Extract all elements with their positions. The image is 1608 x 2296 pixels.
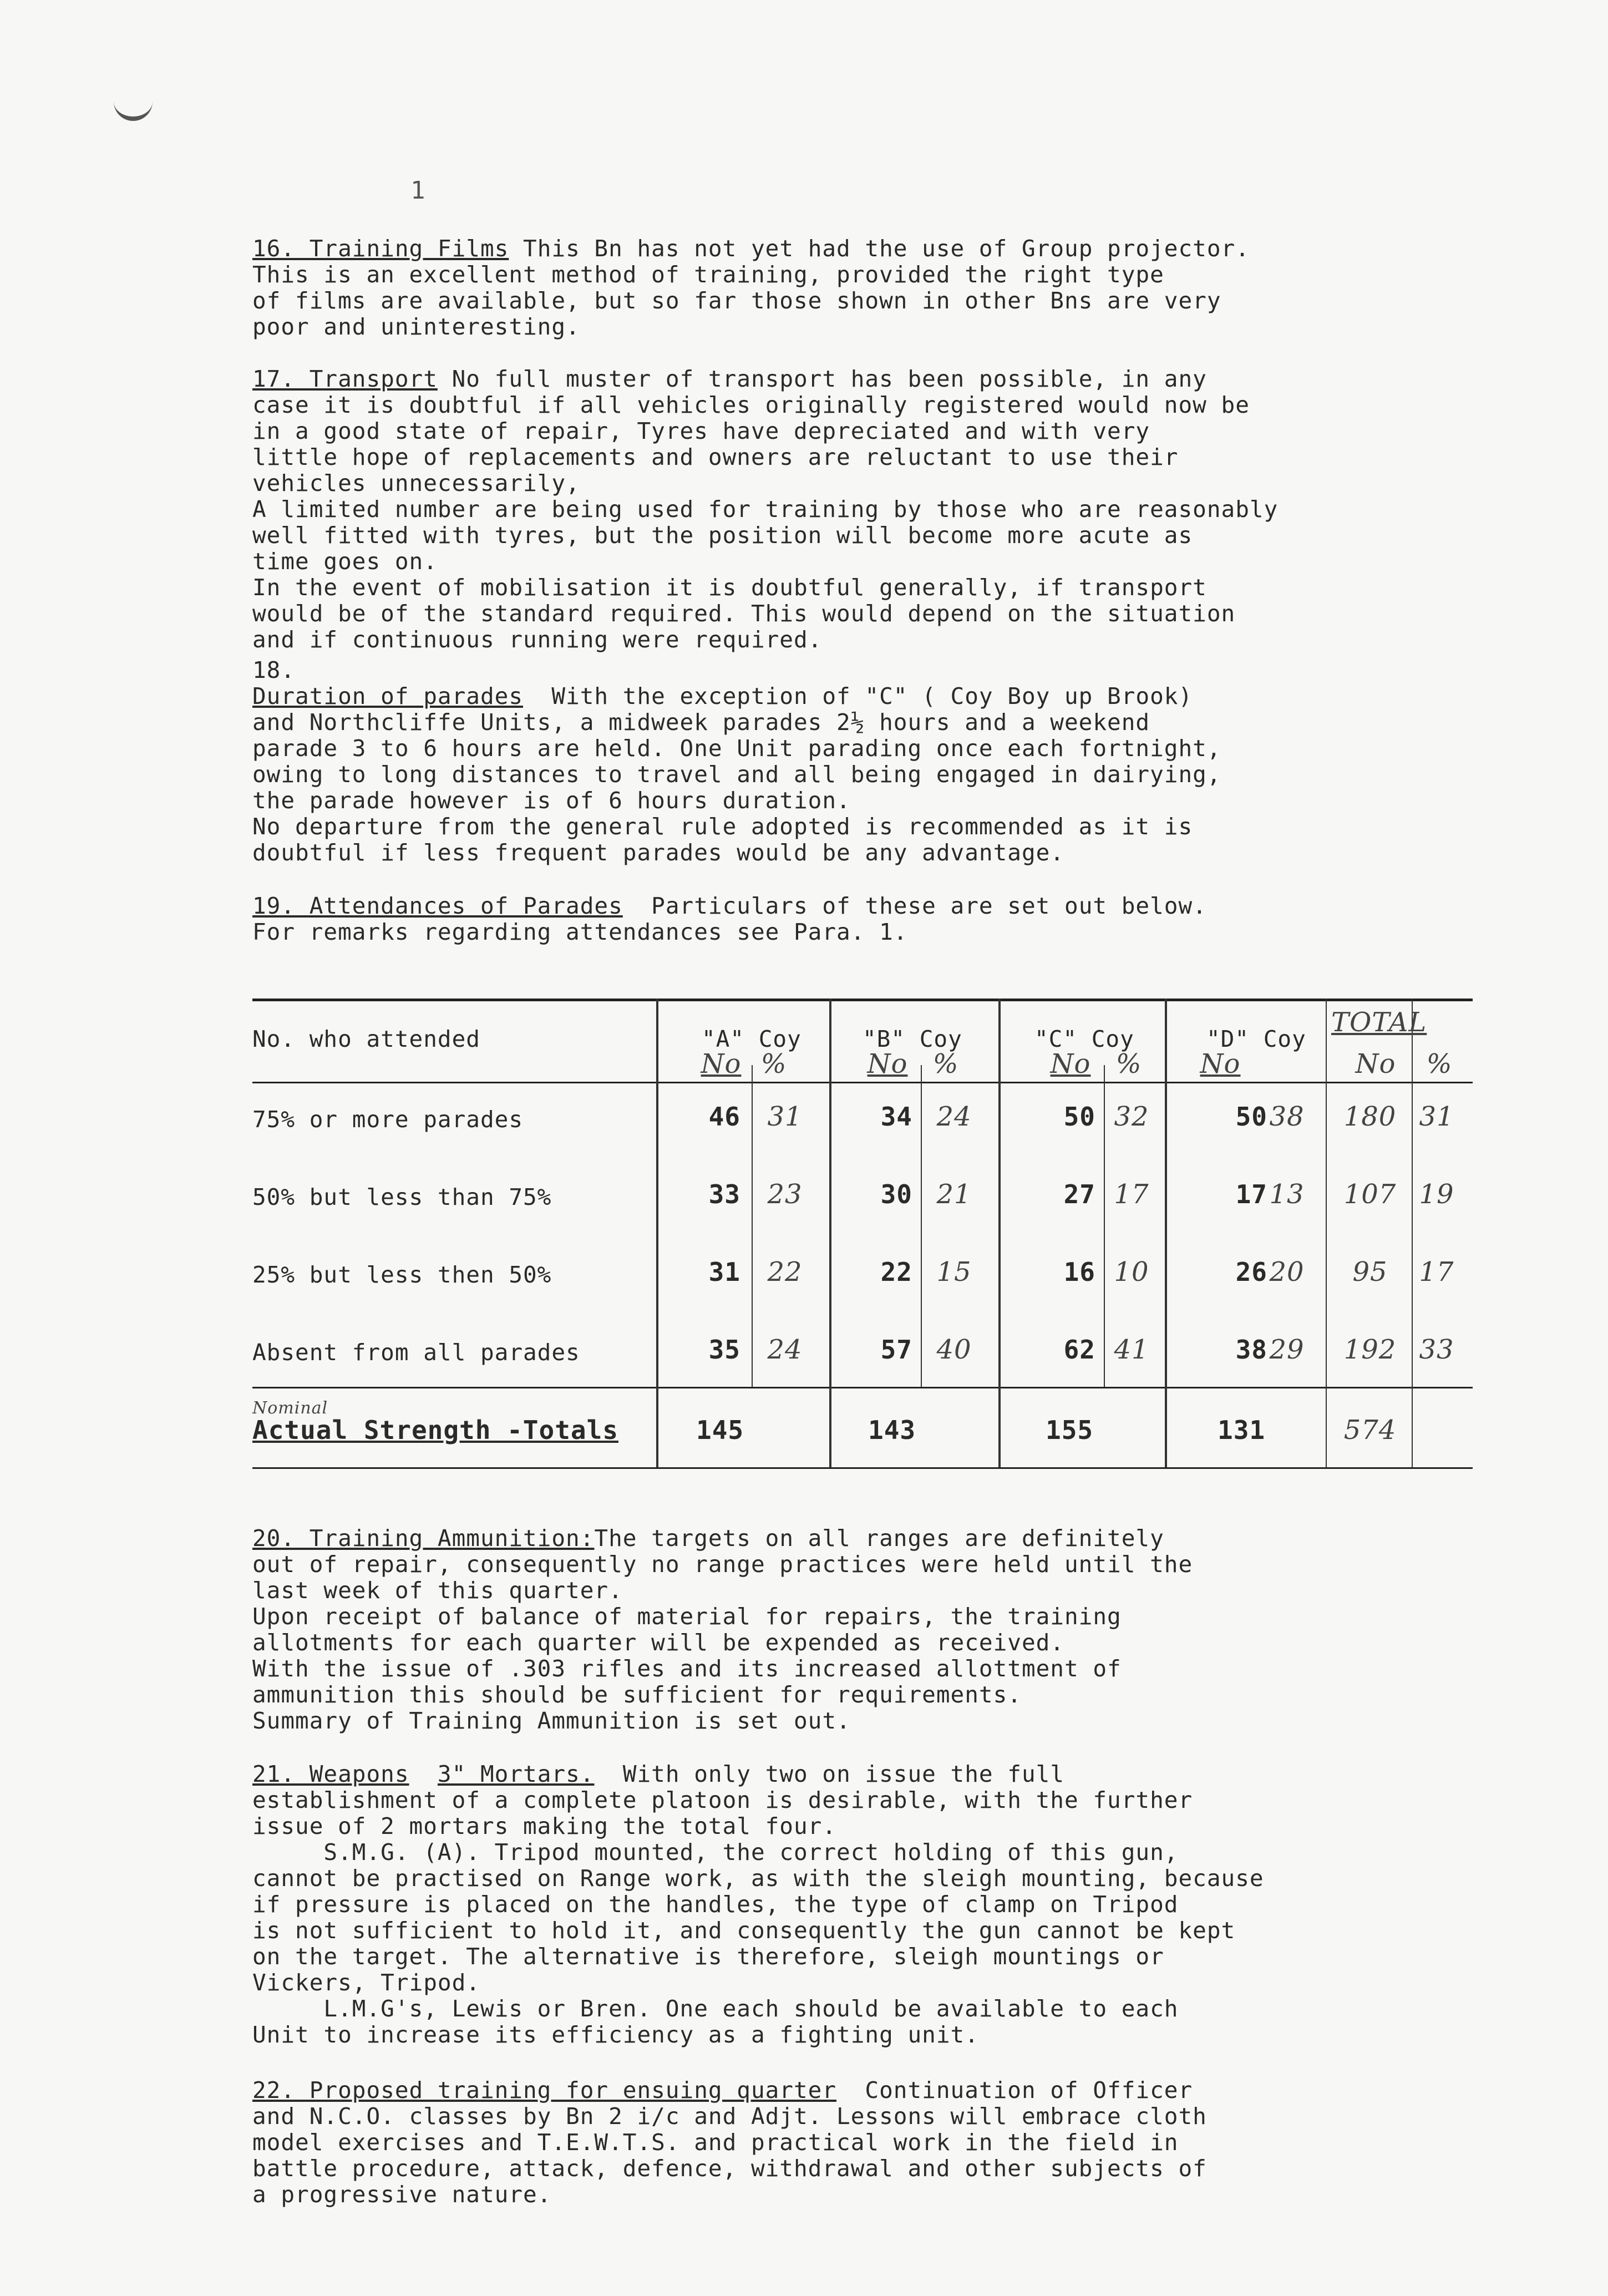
row-label: 75% or more parades <box>252 1106 523 1133</box>
table-rule <box>252 999 1473 1001</box>
para-20-line: Upon receipt of balance of material for repairs, the training <box>252 1603 1122 1630</box>
header-no: No <box>1200 1048 1241 1079</box>
b-coy-no: 30 <box>880 1179 912 1209</box>
para-18-line: parade 3 to 6 hours are held. One Unit parading once each fortnight, <box>252 735 1221 762</box>
para-21 <box>252 1761 1456 2048</box>
d-coy-no: 50 <box>1235 1102 1267 1132</box>
para-21-line: Vickers, Tripod. <box>252 1969 480 1996</box>
table-rule <box>252 1387 1473 1388</box>
total-strength: 574 <box>1343 1415 1397 1446</box>
a-coy-strength: 145 <box>696 1415 744 1445</box>
para-19-line: Particulars of these are set out below. <box>622 893 1207 919</box>
total-pct: 33 <box>1419 1334 1454 1365</box>
para-17-line: No full muster of transport has been possible, in any <box>437 366 1207 392</box>
a-coy-no: 33 <box>708 1179 740 1209</box>
c-coy-no: 50 <box>1063 1102 1095 1132</box>
para-17-line: time goes on. <box>252 548 438 575</box>
b-coy-pct: 21 <box>936 1179 972 1210</box>
total-no: 192 <box>1343 1334 1397 1365</box>
header-pct: % <box>760 1048 787 1079</box>
para-17-heading: 17. Transport <box>252 366 438 392</box>
d-coy-no: 17 <box>1235 1179 1267 1209</box>
para-21-line: establishment of a complete platoon is desirable, with the further <box>252 1787 1193 1813</box>
c-coy-no: 62 <box>1063 1335 1095 1365</box>
page-mark: 1 <box>410 176 425 205</box>
para-17-line: little hope of replacements and owners are reluctant to use their <box>252 444 1179 470</box>
header-no: No <box>867 1048 908 1079</box>
para-21-line: if pressure is placed on the handles, the type of clamp on Tripod <box>252 1891 1179 1918</box>
header-pct: % <box>932 1048 959 1079</box>
c-coy-pct: 17 <box>1114 1179 1149 1210</box>
para-20-line: Summary of Training Ammunition is set out. <box>252 1707 851 1734</box>
para-16-heading: 16. Training Films <box>252 235 509 262</box>
para-19-line: For remarks regarding attendances see Para. 1. <box>252 919 908 945</box>
para-17-line: and if continuous running were required. <box>252 626 823 653</box>
d-coy-pct: 38 <box>1269 1101 1305 1132</box>
para-22-line: Continuation of Officer <box>836 2077 1193 2104</box>
para-18-number: 18. <box>252 657 296 683</box>
c-coy-pct: 10 <box>1114 1256 1149 1288</box>
total-no: 95 <box>1352 1256 1388 1288</box>
para-21-heading: 21. Weapons <box>252 1761 409 1787</box>
para-20-line: last week of this quarter. <box>252 1577 623 1604</box>
header-label: No. who attended <box>252 1026 480 1052</box>
para-17-line: vehicles unnecessarily, <box>252 470 580 496</box>
header-c-coy: "C" Coy <box>1034 1026 1134 1052</box>
para-19 <box>252 893 1456 945</box>
total-pct: 19 <box>1419 1179 1454 1210</box>
header-pct: % <box>1426 1048 1453 1079</box>
header-pct: % <box>1115 1048 1142 1079</box>
a-coy-no: 31 <box>708 1257 740 1287</box>
para-22-line: a progressive nature. <box>252 2181 552 2208</box>
b-coy-pct: 15 <box>936 1256 972 1288</box>
c-coy-pct: 41 <box>1114 1334 1149 1365</box>
header-no: No <box>701 1048 742 1079</box>
d-coy-pct: 20 <box>1269 1256 1305 1288</box>
para-21-line: Unit to increase its efficiency as a fighting unit. <box>252 2021 979 2048</box>
para-18 <box>252 657 1456 866</box>
a-coy-no: 46 <box>708 1102 740 1132</box>
b-coy-no: 34 <box>880 1102 912 1132</box>
para-16 <box>252 236 1456 340</box>
para-18-heading: Duration of parades <box>252 683 523 709</box>
para-22-heading: 22. Proposed training for ensuing quarter <box>252 2077 837 2104</box>
d-coy-strength: 131 <box>1218 1415 1266 1445</box>
table-divider <box>998 999 1001 1467</box>
para-16-line: This Bn has not yet had the use of Group projector. <box>509 235 1250 262</box>
table-divider <box>656 999 658 1467</box>
para-21-line: L.M.G's, Lewis or Bren. One each should be available to each <box>252 1995 1179 2022</box>
punch-hole-mark <box>114 83 153 121</box>
para-16-line: poor and uninteresting. <box>252 313 580 340</box>
para-21-line: S.M.G. (A). Tripod mounted, the correct holding of this gun, <box>252 1839 1179 1866</box>
para-17-line: A limited number are being used for training by those who are reasonably <box>252 496 1279 523</box>
row-label: 50% but less than 75% <box>252 1184 552 1210</box>
b-coy-pct: 24 <box>936 1101 972 1132</box>
para-18-line: the parade however is of 6 hours duration. <box>252 787 851 814</box>
header-no: No <box>1050 1048 1091 1079</box>
c-coy-no: 27 <box>1063 1179 1095 1209</box>
b-coy-strength: 143 <box>868 1415 916 1445</box>
d-coy-pct: 29 <box>1269 1334 1305 1365</box>
para-20-line: With the issue of .303 rifles and its increased allottment of <box>252 1655 1122 1682</box>
para-21-line: With only two on issue the full <box>594 1761 1065 1787</box>
table-rule <box>252 1467 1473 1469</box>
para-19-heading: 19. Attendances of Parades <box>252 893 623 919</box>
header-total: TOTAL <box>1331 1007 1427 1038</box>
para-22-line: and N.C.O. classes by Bn 2 i/c and Adjt. Lessons will embrace cloth <box>252 2103 1207 2130</box>
a-coy-pct: 23 <box>767 1179 803 1210</box>
para-18-line: and Northcliffe Units, a midweek parades 2½ hours and a weekend <box>252 709 1150 736</box>
para-18-line: doubtful if less frequent parades would be any advantage. <box>252 839 1064 866</box>
table-divider <box>1326 999 1327 1467</box>
para-20-line: out of repair, consequently no range practices were held until the <box>252 1551 1193 1578</box>
para-17 <box>252 366 1456 653</box>
row-label: Absent from all parades <box>252 1339 580 1366</box>
strength-annotation: Nominal <box>252 1398 328 1418</box>
c-coy-no: 16 <box>1063 1257 1095 1287</box>
para-17-line: well fitted with tyres, but the position will become more acute as <box>252 522 1193 549</box>
para-18-line: With the exception of "C" ( Coy Boy up Brook) <box>523 683 1193 709</box>
b-coy-no: 22 <box>880 1257 912 1287</box>
total-no: 180 <box>1343 1101 1397 1132</box>
para-16-line: This is an excellent method of training, provided the right type <box>252 261 1164 288</box>
d-coy-no: 38 <box>1235 1335 1267 1365</box>
table-rule <box>252 1082 1473 1083</box>
para-17-line: would be of the standard required. This would depend on the situation <box>252 600 1236 627</box>
d-coy-no: 26 <box>1235 1257 1267 1287</box>
c-coy-strength: 155 <box>1046 1415 1094 1445</box>
para-21-line: cannot be practised on Range work, as with the sleigh mounting, because <box>252 1865 1264 1892</box>
para-20 <box>252 1525 1456 1734</box>
para-18-line: owing to long distances to travel and all being engaged in dairying, <box>252 761 1221 788</box>
attendance-table <box>252 999 1473 1470</box>
table-subdivider <box>921 1065 922 1387</box>
total-pct: 31 <box>1419 1101 1454 1132</box>
strength-label: Actual Strength -Totals <box>252 1415 618 1445</box>
para-20-line: ammunition this should be sufficient for requirements. <box>252 1681 1022 1708</box>
header-b-coy: "B" Coy <box>863 1026 962 1052</box>
b-coy-pct: 40 <box>936 1334 972 1365</box>
table-divider <box>1165 999 1167 1467</box>
para-17-line: In the event of mobilisation it is doubtful generally, if transport <box>252 574 1207 601</box>
a-coy-no: 35 <box>708 1335 740 1365</box>
para-22-line: battle procedure, attack, defence, withdrawal and other subjects of <box>252 2155 1207 2182</box>
header-d-coy: "D" Coy <box>1206 1026 1306 1052</box>
para-20-heading: 20. Training Ammunition: <box>252 1525 595 1552</box>
row-label: 25% but less then 50% <box>252 1261 552 1288</box>
para-20-line: The targets on all ranges are definitely <box>594 1525 1164 1552</box>
para-17-line: in a good state of repair, Tyres have depreciated and with very <box>252 418 1150 444</box>
para-22 <box>252 2077 1456 2208</box>
b-coy-no: 57 <box>880 1335 912 1365</box>
para-16-line: of films are available, but so far those shown in other Bns are very <box>252 287 1221 314</box>
header-a-coy: "A" Coy <box>702 1026 802 1052</box>
a-coy-pct: 22 <box>767 1256 803 1288</box>
table-divider <box>829 999 831 1467</box>
header-no: No <box>1355 1048 1396 1079</box>
table-subdivider <box>752 1065 753 1387</box>
para-21-line: issue of 2 mortars making the total four. <box>252 1813 837 1839</box>
a-coy-pct: 24 <box>767 1334 803 1365</box>
para-21-line: is not sufficient to hold it, and consequently the gun cannot be kept <box>252 1917 1236 1944</box>
para-17-line: case it is doubtful if all vehicles originally registered would now be <box>252 392 1250 418</box>
para-21-line: on the target. The alternative is therefore, sleigh mountings or <box>252 1943 1164 1970</box>
c-coy-pct: 32 <box>1114 1101 1149 1132</box>
a-coy-pct: 31 <box>767 1101 803 1132</box>
table-divider <box>1412 999 1413 1467</box>
para-22-line: model exercises and T.E.W.T.S. and practical work in the field in <box>252 2129 1179 2156</box>
para-20-line: allotments for each quarter will be expended as received. <box>252 1629 1064 1656</box>
para-21-subheading: 3" Mortars. <box>437 1761 595 1787</box>
total-no: 107 <box>1343 1179 1397 1210</box>
total-pct: 17 <box>1419 1256 1454 1288</box>
d-coy-pct: 13 <box>1269 1179 1305 1210</box>
para-18-line: No departure from the general rule adopted is recommended as it is <box>252 813 1193 840</box>
